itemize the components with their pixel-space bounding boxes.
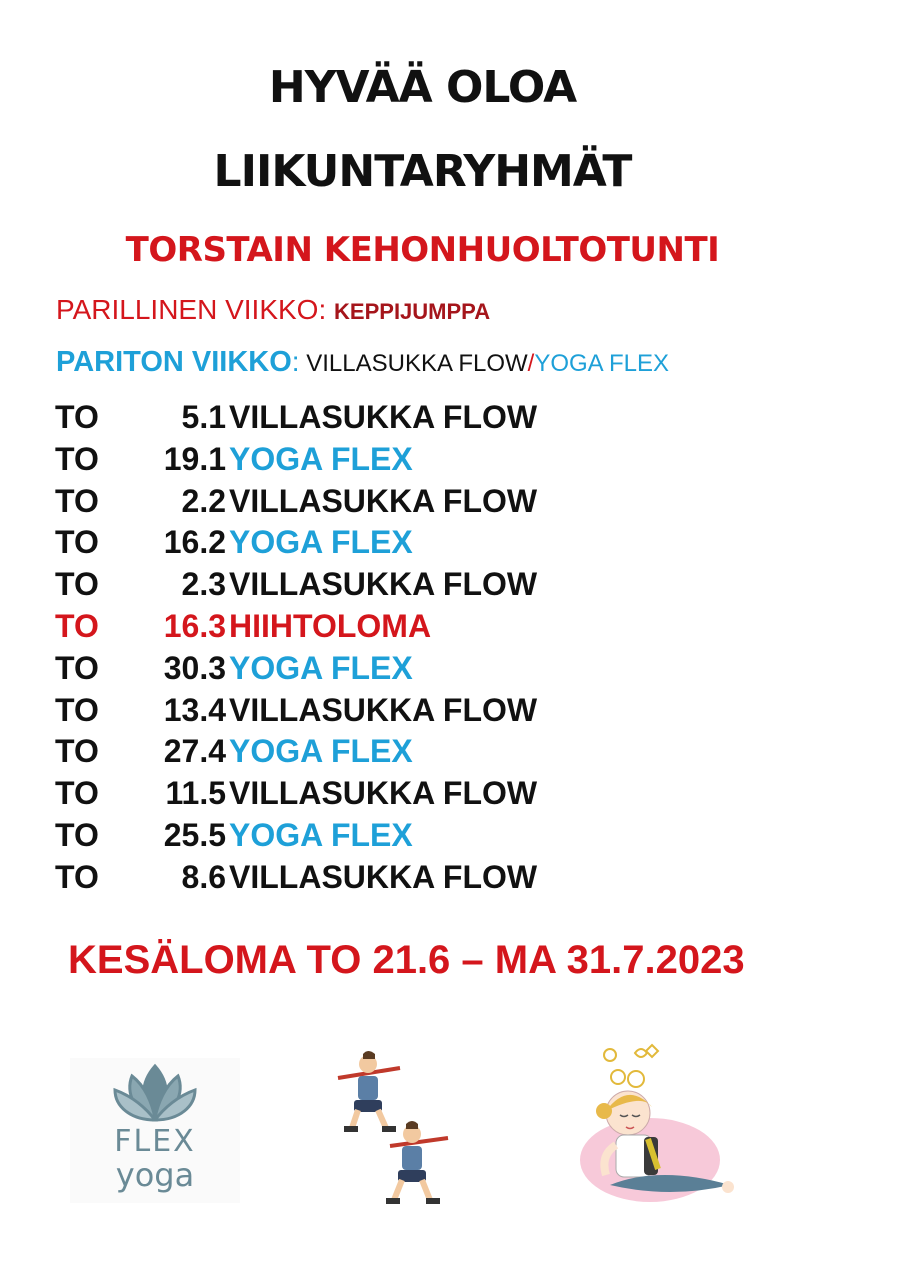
schedule-date: 5.1 (181, 399, 226, 435)
schedule-activity: HIIHTOLOMA (229, 607, 432, 644)
schedule-row (55, 773, 755, 815)
flex-yoga-logo (70, 1058, 240, 1203)
title-hyvaa-oloa: HYVÄÄ OLOA (268, 62, 577, 113)
schedule-activity: YOGA FLEX (229, 733, 413, 770)
title-liikuntaryhmat: LIIKUNTARYHMÄT (213, 146, 632, 197)
schedule-date: 27.4 (163, 733, 226, 770)
schedule-row (55, 606, 755, 648)
stick-squat-icon (330, 1050, 450, 1210)
schedule-date: 16.2 (163, 524, 226, 561)
schedule-activity: VILLASUKKA FLOW (229, 691, 538, 728)
schedule-date: 11.5 (165, 775, 226, 812)
schedule-date: 19.1 (163, 440, 226, 477)
schedule-day: TO (55, 482, 99, 519)
schedule-day: TO (55, 858, 99, 895)
schedule-day: TO (55, 524, 99, 561)
relaxing-girl-illustration (580, 1035, 760, 1205)
schedule-day: TO (55, 775, 99, 812)
schedule-date: 13.4 (163, 691, 226, 728)
schedule-list (55, 397, 755, 899)
schedule-day: TO (55, 399, 99, 435)
schedule-date: 2.3 (181, 566, 226, 603)
odd-week-value-1: VILLASUKKA FLOW (299, 350, 528, 377)
schedule-date: 25.5 (163, 816, 226, 853)
even-week-label: PARILLINEN VIIKKO: (56, 294, 335, 325)
schedule-row (55, 397, 755, 439)
even-week-line (56, 294, 490, 326)
schedule-activity: VILLASUKKA FLOW (229, 399, 538, 435)
odd-week-line (56, 346, 669, 379)
schedule-activity: YOGA FLEX (229, 649, 413, 686)
odd-week-value-2: YOGA FLEX (534, 350, 670, 377)
subtitle-torstain-kehonhuoltotunti: TORSTAIN KEHONHUOLTOTUNTI (125, 230, 720, 270)
schedule-row (55, 439, 755, 481)
schedule-row (55, 731, 755, 773)
schedule-row (55, 815, 755, 857)
schedule-day: TO (55, 691, 99, 728)
schedule-date: 2.2 (181, 482, 226, 519)
schedule-row (55, 564, 755, 606)
schedule-activity: YOGA FLEX (229, 440, 413, 477)
summer-break-notice: KESÄLOMA TO 21.6 – MA 31.7.2023 (68, 938, 745, 982)
stick-squat-illustration (330, 1050, 450, 1210)
schedule-day: TO (55, 649, 99, 686)
logo-text-flex: FLEX (114, 1124, 196, 1159)
schedule-row (55, 690, 755, 732)
schedule-row (55, 481, 755, 523)
cross-legged-relax-icon (580, 1035, 760, 1205)
schedule-activity: VILLASUKKA FLOW (229, 858, 538, 895)
lotus-icon (70, 1058, 240, 1128)
schedule-day: TO (55, 733, 99, 770)
schedule-day: TO (55, 440, 99, 477)
odd-week-label: PARITON VIIKKO (56, 346, 292, 378)
schedule-day: TO (55, 566, 99, 603)
schedule-activity: YOGA FLEX (229, 524, 413, 561)
schedule-activity: VILLASUKKA FLOW (229, 482, 538, 519)
odd-week-separator: / (527, 350, 535, 377)
schedule-row (55, 522, 755, 564)
schedule-activity: VILLASUKKA FLOW (229, 566, 538, 603)
schedule-date: 8.6 (181, 858, 226, 895)
logo-text-yoga: yoga (115, 1156, 195, 1194)
even-week-value: KEPPIJUMPPA (334, 299, 491, 324)
schedule-row (55, 648, 755, 690)
schedule-date: 16.3 (163, 607, 226, 644)
schedule-date: 30.3 (163, 649, 226, 686)
schedule-row (55, 857, 755, 899)
schedule-day: TO (55, 607, 99, 644)
schedule-day: TO (55, 816, 99, 853)
schedule-activity: VILLASUKKA FLOW (229, 775, 538, 812)
schedule-activity: YOGA FLEX (229, 816, 413, 853)
odd-week-colon: : (291, 346, 300, 377)
